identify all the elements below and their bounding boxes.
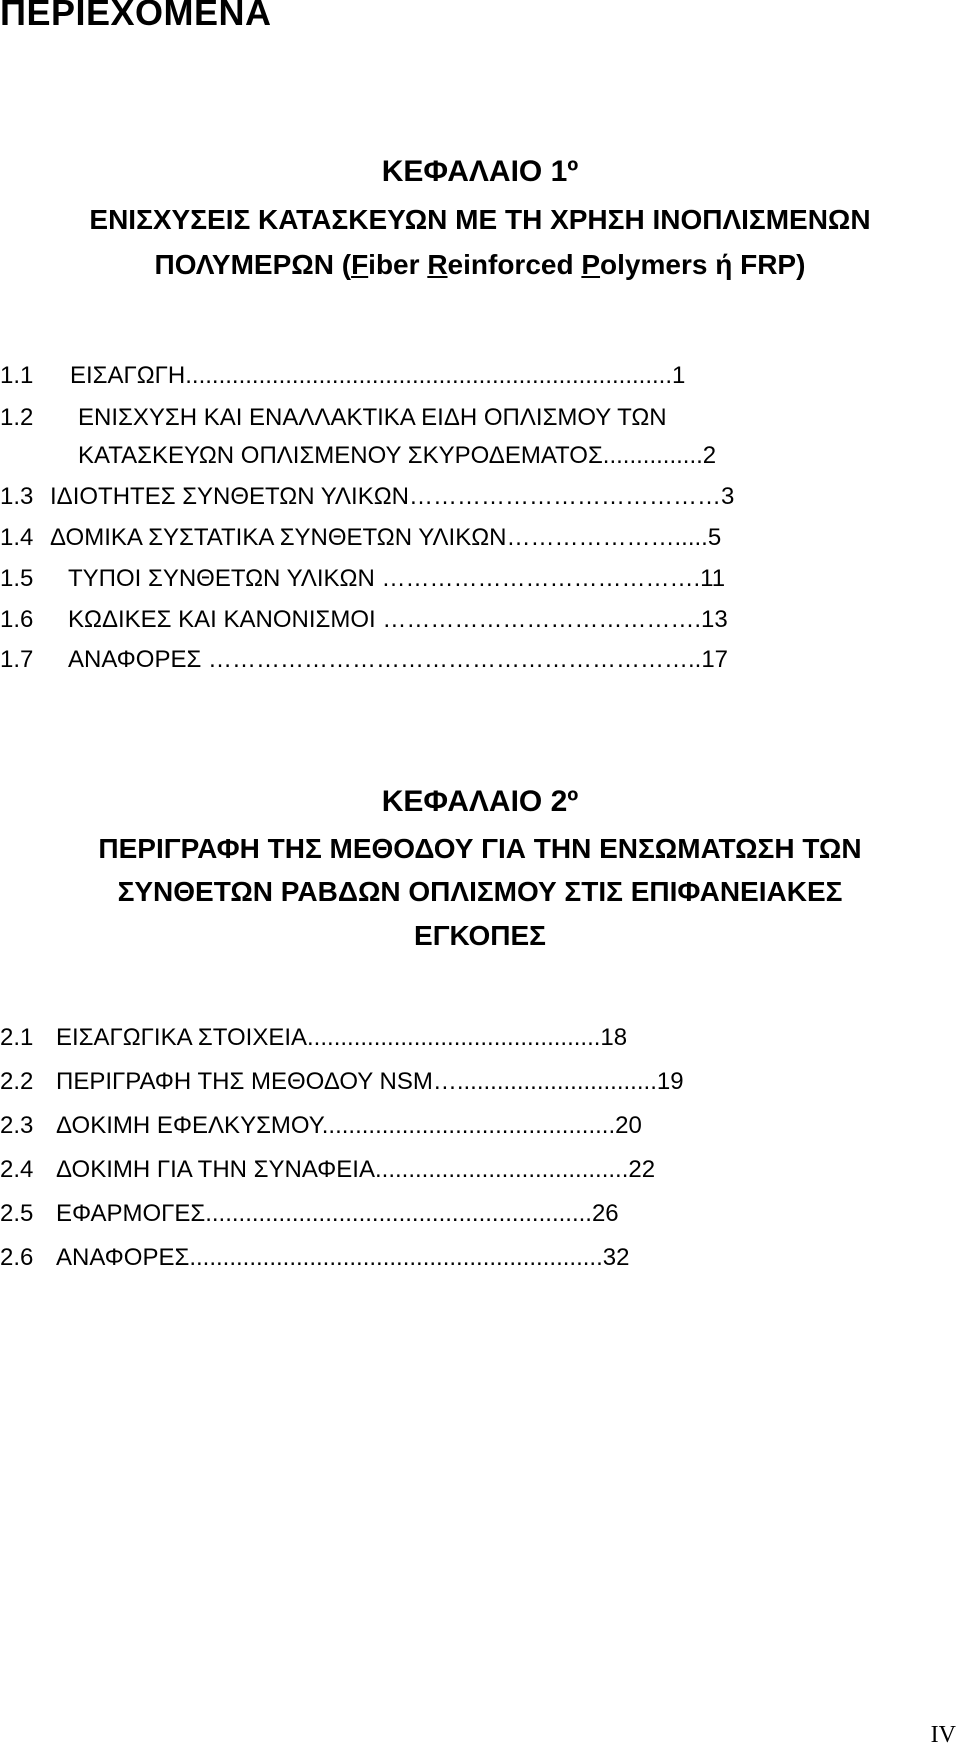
chapter-2-title-line-1: ΠΕΡΙΓΡΑΦΗ ΤΗΣ ΜΕΘΟΔΟΥ ΓΙΑ ΤΗΝ ΕΝΣΩΜΑΤΩΣΗ ΤΩΝ bbox=[98, 833, 862, 864]
chapter-1-title-line-2: ΠΟΛΥΜΕΡΩΝ (Fiber Reinforced Polymers ή FRP) bbox=[154, 249, 806, 280]
chapter-1-title-line-1: ΕΝΙΣΧΥΣΕΙΣ ΚΑΤΑΣΚΕΥΩΝ ΜΕ ΤΗ ΧΡΗΣΗ ΙΝΟΠΛΙΣΜΕΝΩΝ bbox=[89, 204, 871, 235]
toc-entry: 1.2 ΕΝΙΣΧΥΣΗ ΚΑΙ ΕΝΑΛΛΑΚΤΙΚΑ ΕΙΔΗ ΟΠΛΙΣΜΟΥ ΤΩΝ bbox=[0, 404, 667, 431]
toc-entry: 2.5 ΕΦΑΡΜΟΓΕΣ..........................................................26 bbox=[0, 1200, 619, 1227]
toc-entry: 1.7 ΑΝΑΦΟΡΕΣ ……………………………………………………..17 bbox=[0, 646, 729, 673]
toc-entry: 1.3 ΙΔΙΟΤΗΤΕΣ ΣΥΝΘΕΤΩΝ ΥΛΙΚΩΝ…………………………………3 bbox=[0, 483, 735, 510]
chapter-2-title-line-2: ΣΥΝΘΕΤΩΝ ΡΑΒΔΩΝ ΟΠΛΙΣΜΟΥ ΣΤΙΣ ΕΠΙΦΑΝΕΙΑΚΕΣ bbox=[117, 876, 843, 907]
toc-entry-continuation: ΚΑΤΑΣΚΕΥΩΝ ΟΠΛΙΣΜΕΝΟΥ ΣΚΥΡΟΔΕΜΑΤΟΣ...............2 bbox=[78, 442, 717, 469]
toc-entry: 2.4 ΔΟΚΙΜΗ ΓΙΑ ΤΗΝ ΣΥΝΑΦΕΙΑ......................................22 bbox=[0, 1156, 656, 1183]
chapter-2-title-line-3: ΕΓΚΟΠΕΣ bbox=[414, 920, 546, 951]
toc-entry: 2.3 ΔΟΚΙΜΗ ΕΦΕΛΚΥΣΜΟΥ............................................20 bbox=[0, 1112, 642, 1139]
chapter-2-heading: ΚΕΦΑΛΑΙΟ 2º bbox=[381, 785, 579, 818]
toc-entry: 2.6 ΑΝΑΦΟΡΕΣ..............................................................32 bbox=[0, 1244, 630, 1271]
toc-entry: 1.1 ΕΙΣΑΓΩΓΗ.........................................................................1 bbox=[0, 362, 686, 389]
toc-entry: 2.1 ΕΙΣΑΓΩΓΙΚΑ ΣΤΟΙΧΕΙΑ............................................18 bbox=[0, 1024, 628, 1051]
page-title: ΠΕΡΙΕΧΟΜΕΝΑ bbox=[0, 0, 272, 33]
toc-entry: 1.4 ΔΟΜΙΚΑ ΣΥΣΤΑΤΙΚΑ ΣΥΝΘΕΤΩΝ ΥΛΙΚΩΝ………………….....5 bbox=[0, 524, 722, 551]
toc-entry: 2.2 ΠΕΡΙΓΡΑΦΗ ΤΗΣ ΜΕΘΟΔΟΥ NSM…..............................19 bbox=[0, 1068, 684, 1095]
chapter-1-heading: ΚΕΦΑΛΑΙΟ 1º bbox=[381, 155, 579, 188]
toc-entry: 1.6 ΚΩΔΙΚΕΣ ΚΑΙ ΚΑΝΟΝΙΣΜΟΙ ………………………………….13 bbox=[0, 606, 728, 633]
page-number: IV bbox=[930, 1722, 956, 1748]
toc-entry: 1.5 ΤΥΠΟΙ ΣΥΝΘΕΤΩΝ ΥΛΙΚΩΝ ………………………………….11 bbox=[0, 565, 726, 592]
